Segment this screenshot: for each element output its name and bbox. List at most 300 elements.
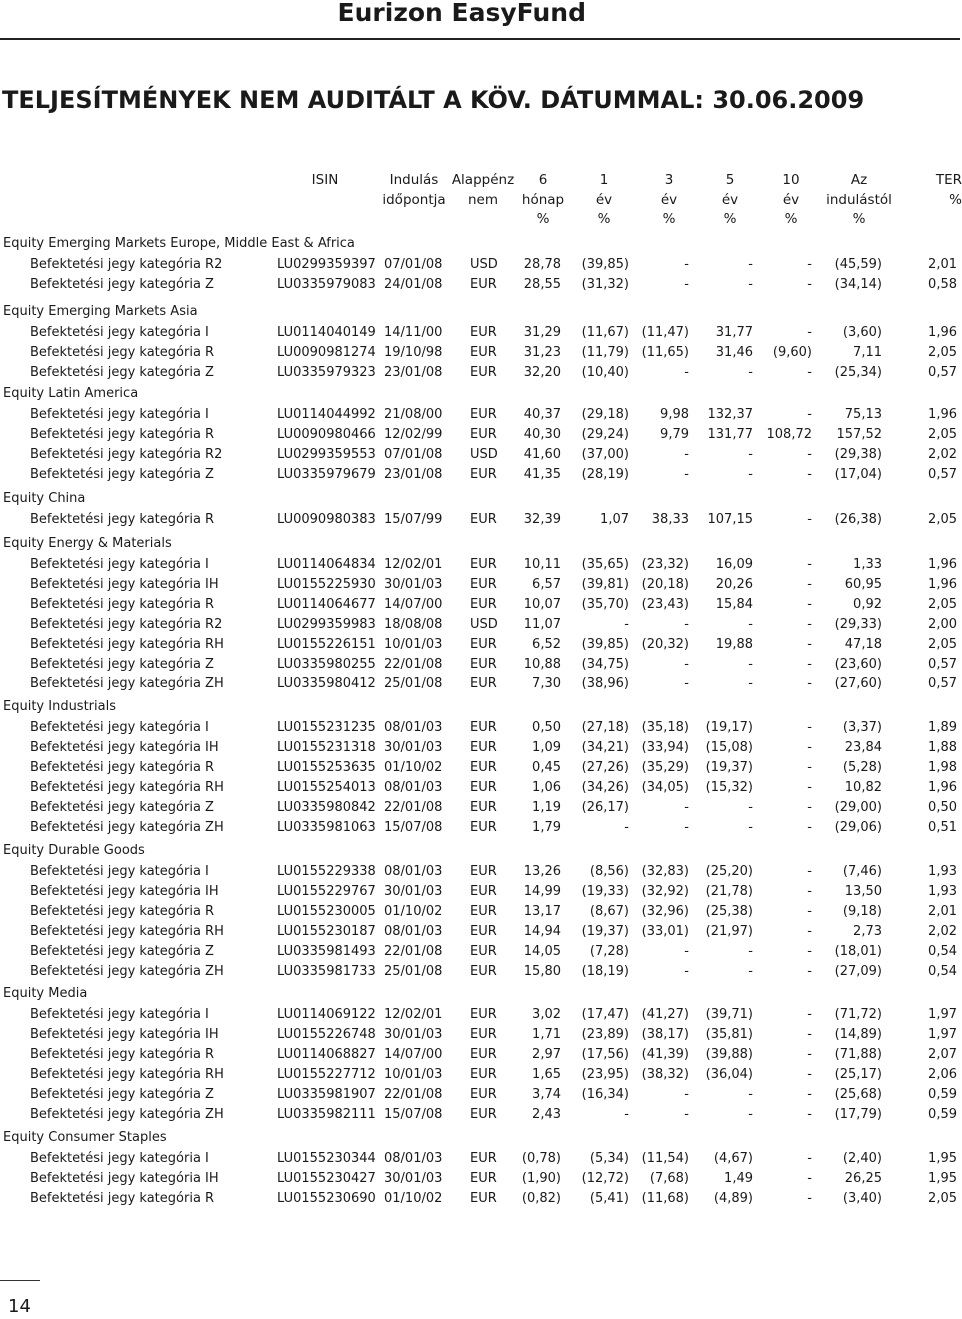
header-inc-line1: Az [850, 172, 868, 188]
isin-cell: LU0299359983 [277, 617, 376, 632]
currency-cell: EUR [470, 1087, 497, 1102]
return-inception-cell: 0,92 [853, 597, 882, 612]
return-1y-cell: 1,07 [600, 512, 629, 527]
fund-class-cell: Befektetési jegy kategória I [30, 1151, 209, 1166]
return-10y-cell: - [807, 676, 812, 691]
return-5y-cell: 31,77 [715, 325, 753, 340]
start-date-cell: 23/01/08 [384, 365, 443, 380]
return-inception-cell: (5,28) [842, 760, 882, 775]
isin-cell: LU0335981733 [277, 964, 376, 979]
currency-cell: EUR [470, 512, 497, 527]
fund-class-cell: Befektetési jegy kategória Z [30, 657, 214, 672]
ter-cell: 2,00 [928, 617, 957, 632]
return-1y-cell: (17,56) [581, 1047, 629, 1062]
return-5y-cell: 19,88 [715, 637, 753, 652]
return-5y-cell: - [748, 365, 753, 380]
return-inception-cell: 60,95 [844, 577, 882, 592]
return-inception-cell: (29,00) [834, 800, 882, 815]
header-isin-line: ISIN [311, 172, 339, 188]
page-heading: TELJESÍTMÉNYEK NEM AUDITÁLT A KÖV. DÁTUMMAL: 30.06.2009 [2, 86, 865, 114]
return-10y-cell: - [807, 800, 812, 815]
return-inception-cell: (25,68) [834, 1087, 882, 1102]
return-6m-cell: 31,29 [523, 325, 561, 340]
isin-cell: LU0155231235 [277, 720, 376, 735]
return-10y-cell: - [807, 884, 812, 899]
ter-cell: 2,02 [928, 447, 957, 462]
return-inception-cell: (26,38) [834, 512, 882, 527]
return-1y-cell: (34,26) [581, 780, 629, 795]
fund-class-cell: Befektetési jegy kategória IH [30, 1171, 219, 1186]
return-5y-cell: 15,84 [715, 597, 753, 612]
table-row [0, 345, 960, 365]
return-inception-cell: 2,73 [853, 924, 882, 939]
ter-cell: 0,58 [928, 277, 957, 292]
isin-cell: LU0090981274 [277, 345, 376, 360]
fund-class-cell: Befektetési jegy kategória R [30, 597, 215, 612]
table-row [0, 577, 960, 597]
return-1y-cell: (12,72) [581, 1171, 629, 1186]
header-y10-line3: % [784, 211, 798, 227]
return-3y-cell: 9,79 [660, 427, 689, 442]
isin-cell: LU0335980412 [277, 676, 376, 691]
return-6m-cell: 28,55 [523, 277, 561, 292]
start-date-cell: 18/08/08 [384, 617, 443, 632]
fund-class-cell: Befektetési jegy kategória IH [30, 884, 219, 899]
header-date-line2: időpontja [382, 191, 446, 208]
return-10y-cell: - [807, 325, 812, 340]
return-3y-cell: (32,96) [641, 904, 689, 919]
return-1y-cell: (23,89) [581, 1027, 629, 1042]
return-1y-cell: - [624, 820, 629, 835]
return-inception-cell: (9,18) [842, 904, 882, 919]
return-6m-cell: 2,97 [532, 1047, 561, 1062]
isin-cell: LU0114044992 [277, 407, 376, 422]
currency-cell: EUR [470, 557, 497, 572]
return-6m-cell: 13,26 [523, 864, 561, 879]
return-10y-cell: - [807, 277, 812, 292]
table-row [0, 1027, 960, 1047]
return-1y-cell: (16,34) [581, 1087, 629, 1102]
currency-cell: EUR [470, 577, 497, 592]
return-10y-cell: - [807, 407, 812, 422]
return-10y-cell: - [807, 740, 812, 755]
table-row [0, 1151, 960, 1171]
fund-class-cell: Befektetési jegy kategória R2 [30, 257, 223, 272]
header-y3-line2: év [660, 191, 678, 208]
return-3y-cell: - [684, 1107, 689, 1122]
return-6m-cell: 1,71 [532, 1027, 561, 1042]
return-6m-cell: 10,07 [523, 597, 561, 612]
return-inception-cell: (25,34) [834, 365, 882, 380]
currency-cell: USD [470, 617, 498, 632]
return-5y-cell: - [748, 257, 753, 272]
return-5y-cell: (4,89) [713, 1191, 753, 1206]
currency-cell: EUR [470, 924, 497, 939]
return-1y-cell: (39,81) [581, 577, 629, 592]
ter-cell: 2,05 [928, 512, 957, 527]
return-inception-cell: (29,06) [834, 820, 882, 835]
return-5y-cell: - [748, 676, 753, 691]
header-inc-line2: indulástól [826, 191, 892, 208]
return-1y-cell: (39,85) [581, 637, 629, 652]
return-1y-cell: (8,56) [589, 864, 629, 879]
return-10y-cell: - [807, 864, 812, 879]
isin-cell: LU0155229338 [277, 864, 376, 879]
isin-cell: LU0335982111 [277, 1107, 376, 1122]
return-6m-cell: 1,79 [532, 820, 561, 835]
return-3y-cell: 38,33 [651, 512, 689, 527]
return-5y-cell: (25,20) [705, 864, 753, 879]
return-3y-cell: (23,32) [641, 557, 689, 572]
return-inception-cell: (3,60) [842, 325, 882, 340]
return-6m-cell: 3,02 [532, 1007, 561, 1022]
ter-cell: 2,07 [928, 1047, 957, 1062]
return-5y-cell: (21,78) [705, 884, 753, 899]
return-5y-cell: 1,49 [724, 1171, 753, 1186]
fund-class-cell: Befektetési jegy kategória ZH [30, 820, 224, 835]
ter-cell: 2,05 [928, 427, 957, 442]
currency-cell: EUR [470, 964, 497, 979]
return-3y-cell: - [684, 447, 689, 462]
return-inception-cell: (7,46) [842, 864, 882, 879]
return-5y-cell: 131,77 [707, 427, 753, 442]
isin-cell: LU0155227712 [277, 1067, 376, 1082]
start-date-cell: 22/01/08 [384, 1087, 443, 1102]
return-3y-cell: (11,65) [641, 345, 689, 360]
table-row [0, 1007, 960, 1027]
isin-cell: LU0114064677 [277, 597, 376, 612]
header-date-line1: Indulás [389, 172, 439, 188]
return-inception-cell: (17,04) [834, 467, 882, 482]
return-10y-cell: - [807, 1027, 812, 1042]
start-date-cell: 12/02/01 [384, 1007, 443, 1022]
return-10y-cell: - [807, 557, 812, 572]
isin-cell: LU0155230187 [277, 924, 376, 939]
return-3y-cell: - [684, 657, 689, 672]
return-3y-cell: - [684, 820, 689, 835]
currency-cell: EUR [470, 904, 497, 919]
return-10y-cell: - [807, 820, 812, 835]
return-1y-cell: (27,18) [581, 720, 629, 735]
table-row [0, 512, 960, 532]
return-1y-cell: (27,26) [581, 760, 629, 775]
currency-cell: EUR [470, 637, 497, 652]
return-5y-cell: (21,97) [705, 924, 753, 939]
return-6m-cell: 6,57 [532, 577, 561, 592]
ter-cell: 1,96 [928, 577, 957, 592]
start-date-cell: 30/01/03 [384, 1027, 443, 1042]
return-3y-cell: - [684, 257, 689, 272]
table-row [0, 427, 960, 447]
fund-class-cell: Befektetési jegy kategória R [30, 1191, 215, 1206]
fund-class-cell: Befektetési jegy kategória IH [30, 1027, 219, 1042]
return-6m-cell: 40,37 [523, 407, 561, 422]
start-date-cell: 10/01/03 [384, 637, 443, 652]
fund-class-cell: Befektetési jegy kategória Z [30, 1087, 214, 1102]
return-10y-cell: - [807, 1047, 812, 1062]
ter-cell: 1,97 [928, 1027, 957, 1042]
fund-class-cell: Befektetési jegy kategória I [30, 407, 209, 422]
return-3y-cell: (41,27) [641, 1007, 689, 1022]
currency-cell: EUR [470, 1027, 497, 1042]
return-10y-cell: - [807, 780, 812, 795]
ter-cell: 1,95 [928, 1171, 957, 1186]
return-1y-cell: (8,67) [589, 904, 629, 919]
table-row [0, 467, 960, 487]
return-10y-cell: - [807, 1107, 812, 1122]
fund-class-cell: Befektetési jegy kategória Z [30, 277, 214, 292]
table-row [0, 365, 960, 385]
currency-cell: EUR [470, 597, 497, 612]
currency-cell: EUR [470, 1191, 497, 1206]
fund-class-cell: Befektetési jegy kategória RH [30, 924, 224, 939]
return-1y-cell: - [624, 1107, 629, 1122]
return-1y-cell: (10,40) [581, 365, 629, 380]
fund-class-cell: Befektetési jegy kategória I [30, 325, 209, 340]
ter-cell: 0,50 [928, 800, 957, 815]
ter-cell: 2,01 [928, 904, 957, 919]
isin-cell: LU0155253635 [277, 760, 376, 775]
isin-cell: LU0335980255 [277, 657, 376, 672]
isin-cell: LU0114064834 [277, 557, 376, 572]
isin-cell: LU0335981907 [277, 1087, 376, 1102]
return-1y-cell: (7,28) [589, 944, 629, 959]
isin-cell: LU0155226151 [277, 637, 376, 652]
return-6m-cell: 31,23 [523, 345, 561, 360]
return-5y-cell: - [748, 617, 753, 632]
return-10y-cell: - [807, 1067, 812, 1082]
isin-cell: LU0299359553 [277, 447, 376, 462]
currency-cell: EUR [470, 780, 497, 795]
return-3y-cell: 9,98 [660, 407, 689, 422]
start-date-cell: 01/10/02 [384, 1191, 443, 1206]
section-title: Equity Industrials [3, 699, 116, 714]
return-inception-cell: (14,89) [834, 1027, 882, 1042]
footer-rule [0, 1280, 40, 1281]
return-3y-cell: (23,43) [641, 597, 689, 612]
return-inception-cell: (71,88) [834, 1047, 882, 1062]
return-inception-cell: (29,38) [834, 447, 882, 462]
return-inception-cell: (71,72) [834, 1007, 882, 1022]
return-1y-cell: (5,41) [589, 1191, 629, 1206]
return-6m-cell: 0,50 [532, 720, 561, 735]
return-5y-cell: - [748, 657, 753, 672]
ter-cell: 0,51 [928, 820, 957, 835]
start-date-cell: 07/01/08 [384, 447, 443, 462]
ter-cell: 2,05 [928, 597, 957, 612]
header-y3-line1: 3 [664, 172, 674, 188]
table-row [0, 657, 960, 677]
return-10y-cell: - [807, 447, 812, 462]
header-cur-line1: Alappénz [451, 172, 515, 188]
header-y5-line1: 5 [725, 172, 735, 188]
return-inception-cell: (27,09) [834, 964, 882, 979]
ter-cell: 1,96 [928, 557, 957, 572]
return-6m-cell: 1,65 [532, 1067, 561, 1082]
currency-cell: EUR [470, 1151, 497, 1166]
isin-cell: LU0335980842 [277, 800, 376, 815]
table-row [0, 407, 960, 427]
return-3y-cell: - [684, 1087, 689, 1102]
return-5y-cell: 16,09 [715, 557, 753, 572]
return-5y-cell: 132,37 [707, 407, 753, 422]
table-row [0, 447, 960, 467]
return-5y-cell: 107,15 [707, 512, 753, 527]
ter-cell: 0,59 [928, 1087, 957, 1102]
currency-cell: EUR [470, 467, 497, 482]
table-row [0, 864, 960, 884]
ter-cell: 0,54 [928, 964, 957, 979]
section-title: Equity Energy & Materials [3, 536, 172, 551]
table-row [0, 1107, 960, 1127]
fund-class-cell: Befektetési jegy kategória I [30, 1007, 209, 1022]
fund-class-cell: Befektetési jegy kategória ZH [30, 1107, 224, 1122]
header-ter-line2: % [949, 191, 962, 208]
currency-cell: EUR [470, 864, 497, 879]
return-1y-cell: (31,32) [581, 277, 629, 292]
isin-cell: LU0335979083 [277, 277, 376, 292]
start-date-cell: 14/11/00 [384, 325, 443, 340]
currency-cell: EUR [470, 676, 497, 691]
start-date-cell: 07/01/08 [384, 257, 443, 272]
header-inc-line3: % [852, 211, 866, 227]
start-date-cell: 30/01/03 [384, 884, 443, 899]
return-3y-cell: (35,29) [641, 760, 689, 775]
section-title: Equity Consumer Staples [3, 1130, 167, 1145]
ter-cell: 1,96 [928, 325, 957, 340]
table-row [0, 904, 960, 924]
isin-cell: LU0335981063 [277, 820, 376, 835]
return-10y-cell: - [807, 760, 812, 775]
return-1y-cell: (34,21) [581, 740, 629, 755]
return-5y-cell: (19,37) [705, 760, 753, 775]
fund-class-cell: Befektetési jegy kategória I [30, 864, 209, 879]
start-date-cell: 12/02/01 [384, 557, 443, 572]
return-5y-cell: 20,26 [715, 577, 753, 592]
currency-cell: EUR [470, 407, 497, 422]
header-y1-line3: % [597, 211, 611, 227]
return-5y-cell: (39,71) [705, 1007, 753, 1022]
return-inception-cell: 47,18 [844, 637, 882, 652]
return-3y-cell: (35,18) [641, 720, 689, 735]
return-6m-cell: 14,05 [523, 944, 561, 959]
return-3y-cell: (20,32) [641, 637, 689, 652]
start-date-cell: 10/01/03 [384, 1067, 443, 1082]
ter-cell: 1,93 [928, 864, 957, 879]
currency-cell: EUR [470, 325, 497, 340]
fund-class-cell: Befektetési jegy kategória ZH [30, 676, 224, 691]
return-6m-cell: (0,82) [521, 1191, 561, 1206]
currency-cell: EUR [470, 760, 497, 775]
ter-cell: 2,01 [928, 257, 957, 272]
table-row [0, 924, 960, 944]
return-inception-cell: (34,14) [834, 277, 882, 292]
isin-cell: LU0090980466 [277, 427, 376, 442]
table-row [0, 1191, 960, 1211]
section-title: Equity Durable Goods [3, 843, 145, 858]
return-10y-cell: - [807, 720, 812, 735]
return-1y-cell: (17,47) [581, 1007, 629, 1022]
return-inception-cell: 157,52 [836, 427, 882, 442]
fund-class-cell: Befektetési jegy kategória Z [30, 944, 214, 959]
isin-cell: LU0155230005 [277, 904, 376, 919]
return-10y-cell: - [807, 365, 812, 380]
return-1y-cell: - [624, 617, 629, 632]
return-1y-cell: (34,75) [581, 657, 629, 672]
return-6m-cell: 6,52 [532, 637, 561, 652]
return-6m-cell: 14,94 [523, 924, 561, 939]
start-date-cell: 30/01/03 [384, 740, 443, 755]
isin-cell: LU0155230690 [277, 1191, 376, 1206]
start-date-cell: 19/10/98 [384, 345, 443, 360]
fund-class-cell: Befektetési jegy kategória R2 [30, 617, 223, 632]
return-10y-cell: - [807, 904, 812, 919]
currency-cell: EUR [470, 1007, 497, 1022]
fund-class-cell: Befektetési jegy kategória RH [30, 1067, 224, 1082]
return-10y-cell: - [807, 924, 812, 939]
return-inception-cell: (17,79) [834, 1107, 882, 1122]
return-10y-cell: - [807, 577, 812, 592]
ter-cell: 0,57 [928, 676, 957, 691]
return-10y-cell: - [807, 512, 812, 527]
header-y5-line2: év [721, 191, 739, 208]
table-row [0, 720, 960, 740]
ter-cell: 0,54 [928, 944, 957, 959]
return-5y-cell: - [748, 1107, 753, 1122]
return-3y-cell: - [684, 277, 689, 292]
return-10y-cell: - [807, 1151, 812, 1166]
return-6m-cell: 1,09 [532, 740, 561, 755]
section-title: Equity Emerging Markets Asia [3, 304, 198, 319]
ter-cell: 2,05 [928, 637, 957, 652]
return-inception-cell: (2,40) [842, 1151, 882, 1166]
currency-cell: EUR [470, 820, 497, 835]
start-date-cell: 15/07/08 [384, 1107, 443, 1122]
ter-cell: 2,02 [928, 924, 957, 939]
isin-cell: LU0335981493 [277, 944, 376, 959]
return-1y-cell: (37,00) [581, 447, 629, 462]
currency-cell: EUR [470, 277, 497, 292]
return-6m-cell: 14,99 [523, 884, 561, 899]
start-date-cell: 15/07/08 [384, 820, 443, 835]
return-inception-cell: 13,50 [844, 884, 882, 899]
return-3y-cell: - [684, 365, 689, 380]
return-3y-cell: (20,18) [641, 577, 689, 592]
return-3y-cell: (38,17) [641, 1027, 689, 1042]
table-row [0, 617, 960, 637]
brand-title: Eurizon EasyFund [337, 0, 586, 27]
start-date-cell: 08/01/03 [384, 780, 443, 795]
return-3y-cell: (32,83) [641, 864, 689, 879]
return-1y-cell: (23,95) [581, 1067, 629, 1082]
return-10y-cell: - [807, 1087, 812, 1102]
return-1y-cell: (29,24) [581, 427, 629, 442]
return-inception-cell: 23,84 [844, 740, 882, 755]
isin-cell: LU0299359397 [277, 257, 376, 272]
return-inception-cell: 7,11 [853, 345, 882, 360]
start-date-cell: 12/02/99 [384, 427, 443, 442]
return-6m-cell: 40,30 [523, 427, 561, 442]
return-3y-cell: (41,39) [641, 1047, 689, 1062]
currency-cell: EUR [470, 427, 497, 442]
return-3y-cell: (34,05) [641, 780, 689, 795]
header-m6-line2: hónap [521, 191, 565, 208]
fund-class-cell: Befektetési jegy kategória R [30, 427, 215, 442]
start-date-cell: 01/10/02 [384, 760, 443, 775]
ter-cell: 0,57 [928, 657, 957, 672]
isin-cell: LU0155225930 [277, 577, 376, 592]
header-currency [448, 171, 518, 210]
